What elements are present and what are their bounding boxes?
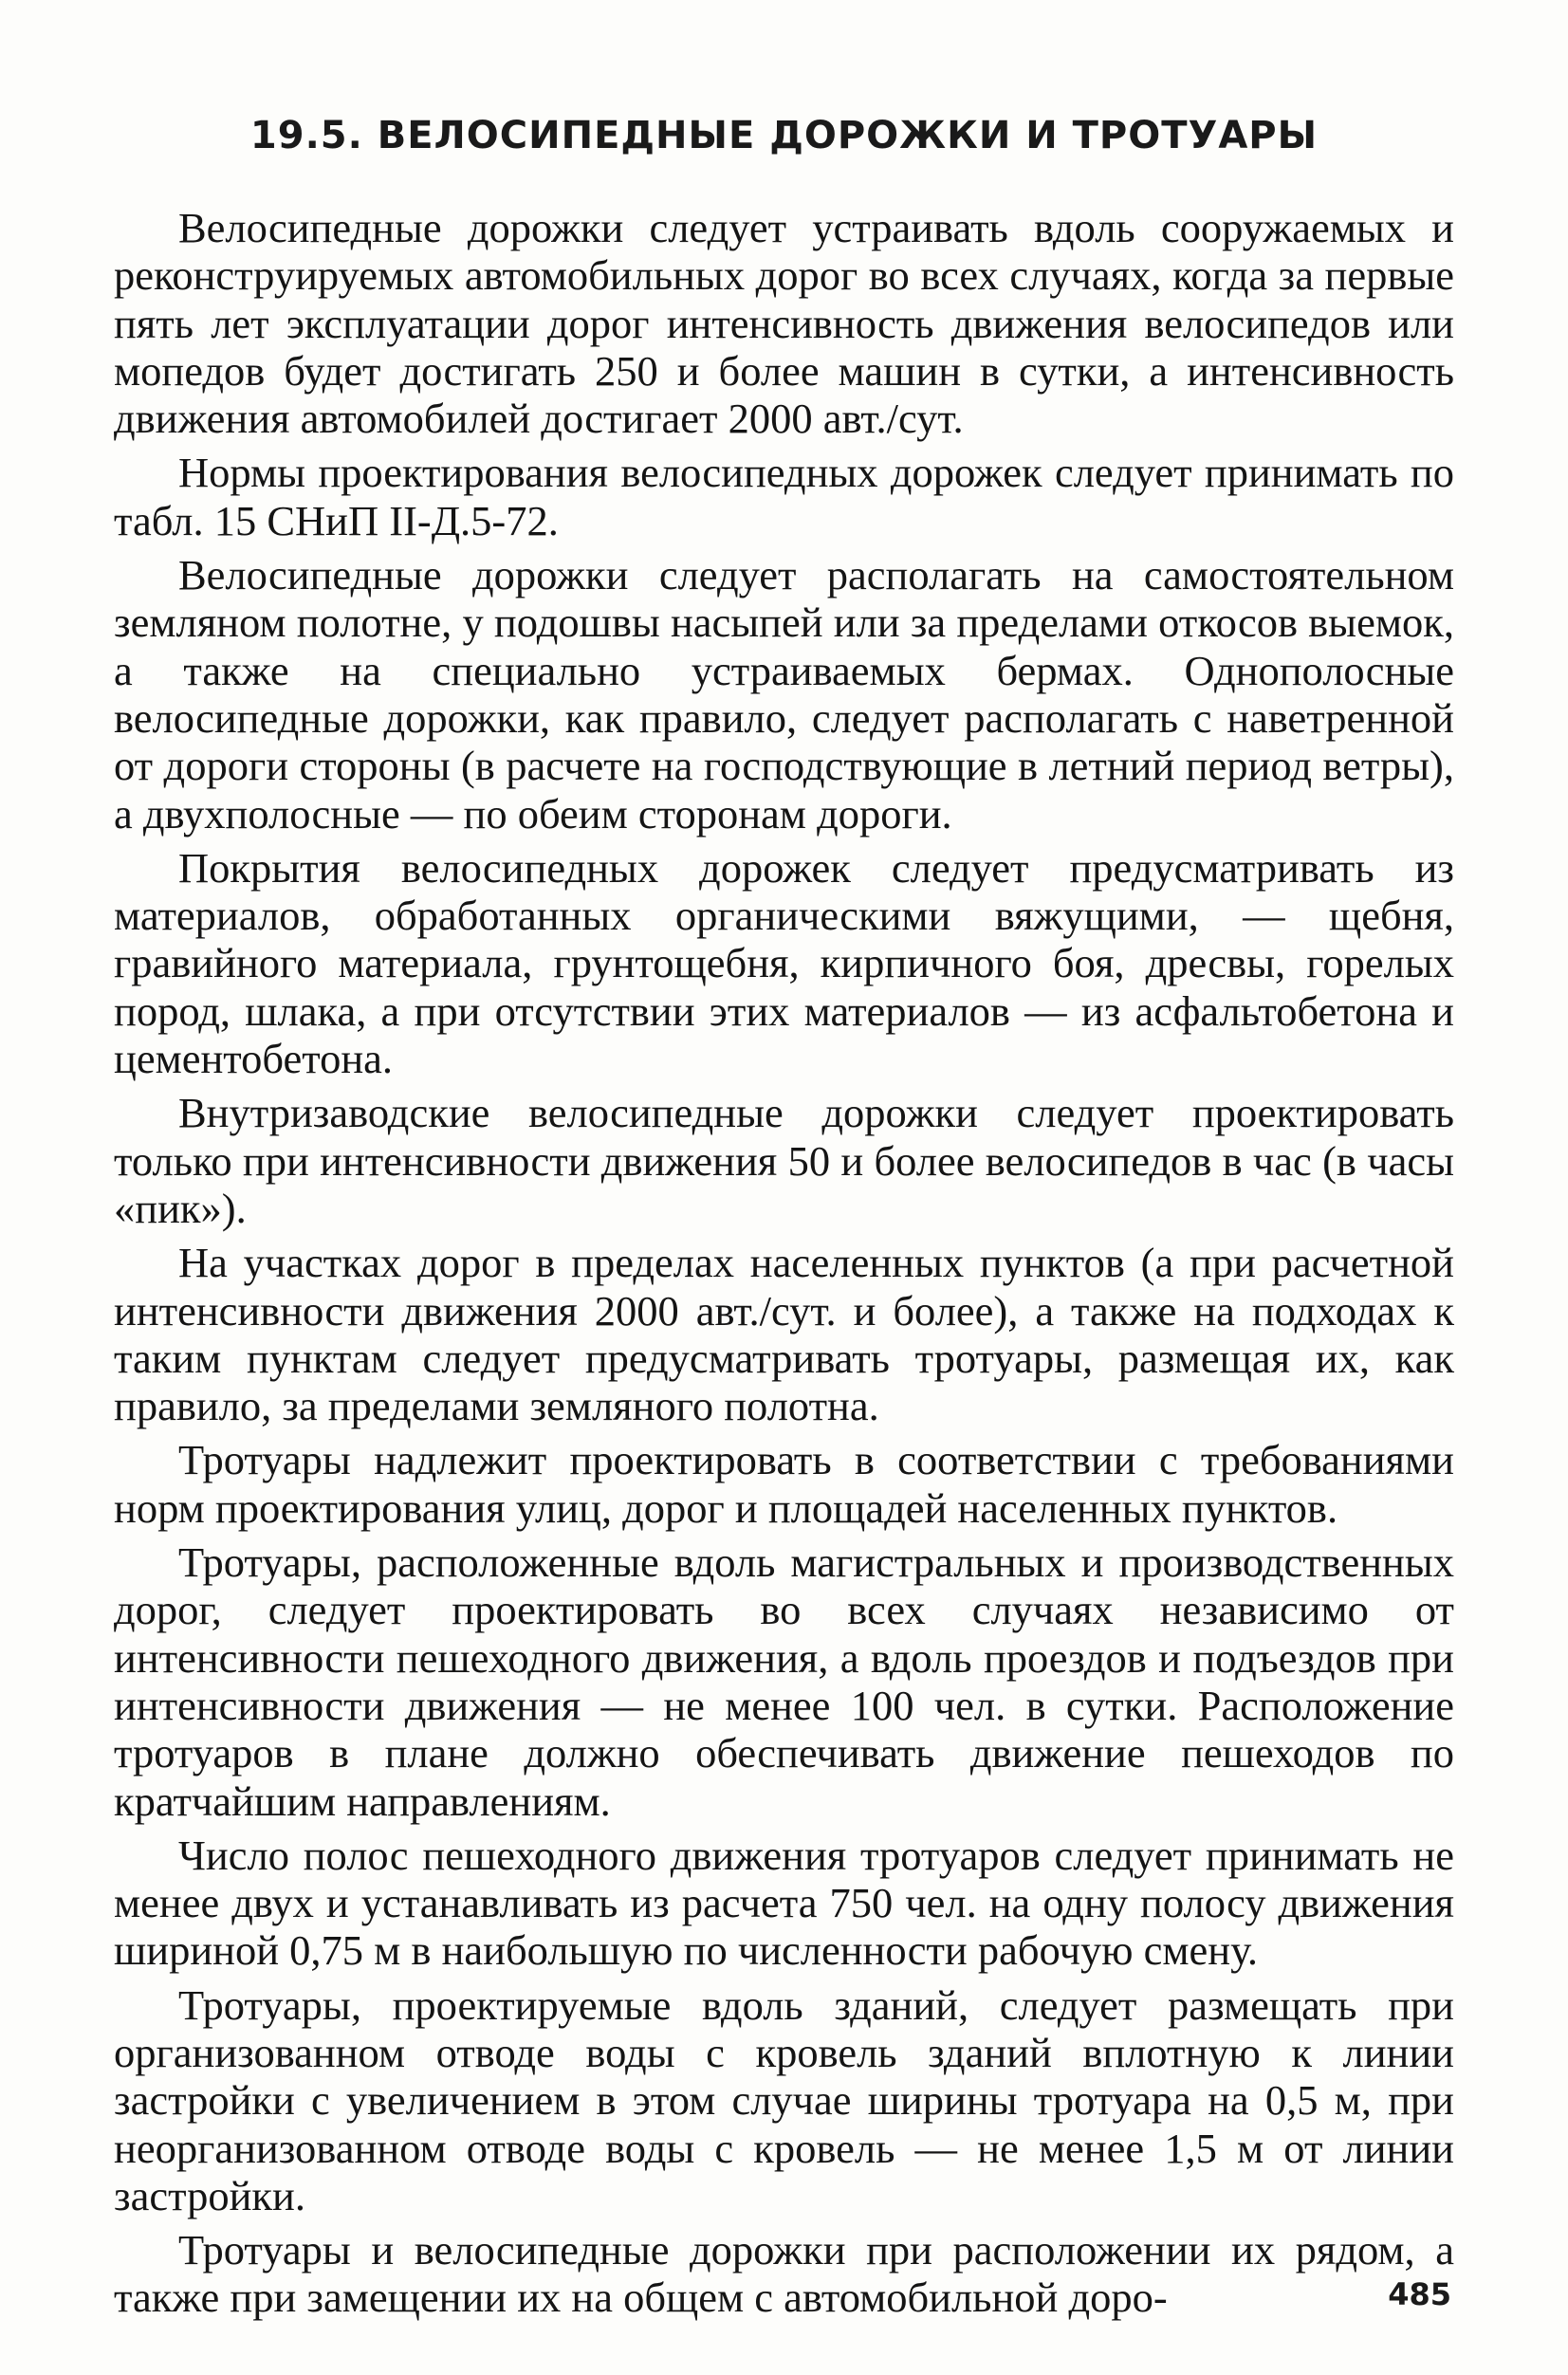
paragraph: Внутризаводские велосипедные дорожки следует проектировать только при интенсивности движения 50 и более велосипедов в час (в часы «пик»). (114, 1089, 1454, 1232)
paragraph: Покрытия велосипедных дорожек следует предусматривать из материалов, обработанных органическими вяжущими, — щебня, гравийного материала, грунтощебня, кирпичного боя, дресвы, горелых пород, шлака, а при отсутствии этих материалов — из асфальтобетона и цементобетона. (114, 843, 1454, 1083)
paragraph: Велосипедные дорожки следует располагать на самостоятельном земляном полотне, у подошвы насыпей или за пределами откосов выемок, а также на специально устраиваемых бермах. Однополосные велосипедные дорожки, как правило, следует располагать с наветренной от дороги стороны (в расчете на господствующие в летний период ветры), а двухполосные — по обеим сторонам дороги. (114, 551, 1454, 838)
paragraph: Тротуары, расположенные вдоль магистральных и производственных дорог, следует проектировать во всех случаях независимо от интенсивности пешеходного движения, а вдоль проездов и подъездов при интенсивности движения — не менее 100 чел. в сутки. Расположение тротуаров в плане должно обеспечивать движение пешеходов по кратчайшим направлениям. (114, 1538, 1454, 1825)
paragraph: На участках дорог в пределах населенных пунктов (а при расчетной интенсивности движения 2000 авт./сут. и более), а также на подходах к таким пунктам следует предусматривать тротуары, размещая их, как правило, за пределами земляного полотна. (114, 1239, 1454, 1430)
paragraph: Число полос пешеходного движения тротуаров следует принимать не менее двух и устанавливать из расчета 750 чел. на одну полосу движения шириной 0,75 м в наибольшую по численности рабочую смену. (114, 1831, 1454, 1975)
page-number: 485 (1388, 2276, 1451, 2312)
paragraph: Тротуары и велосипедные дорожки при расположении их рядом, а также при замещении их на общем с автомобильной доро- (114, 2226, 1454, 2322)
body-text (114, 204, 1454, 2329)
paragraph: Тротуары, проектируемые вдоль зданий, следует размещать при организованном отводе воды с кровель зданий вплотную к линии застройки с увеличением в этом случае ширины тротуара на 0,5 м, при неорганизованном отводе воды с кровель — не менее 1,5 м от линии застройки. (114, 1980, 1454, 2219)
section-title: 19.5. ВЕЛОСИПЕДНЫЕ ДОРОЖКИ И ТРОТУАРЫ (249, 114, 1319, 157)
paragraph: Нормы проектирования велосипедных дорожек следует принимать по табл. 15 СНиП II-Д.5-72. (114, 449, 1454, 544)
paragraph: Велосипедные дорожки следует устраивать вдоль сооружаемых и реконструируемых автомобильных дорог во всех случаях, когда за первые пять лет эксплуатации дорог интенсивность движения велосипедов или мопедов будет достигать 250 и более машин в сутки, а интенсивность движения автомобилей достигает 2000 авт./сут. (114, 204, 1454, 443)
paragraph: Тротуары надлежит проектировать в соответствии с требованиями норм проектирования улиц, дорог и площадей населенных пунктов. (114, 1436, 1454, 1532)
